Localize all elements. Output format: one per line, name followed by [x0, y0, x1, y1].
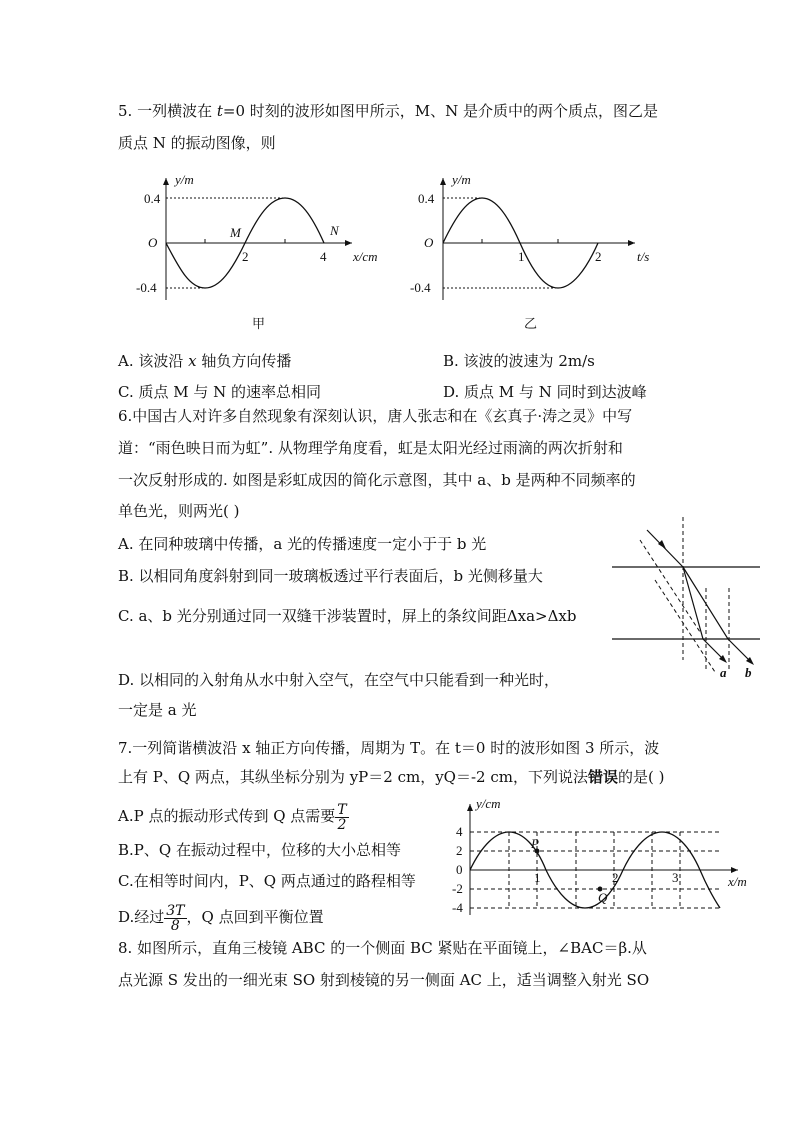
q7-xtick-2: 2 — [612, 870, 619, 885]
q8-line1: 8. 如图所示，直角三棱镜 ABC 的一个侧面 BC 紧贴在平面镜上，∠BAC＝β.从 — [118, 939, 647, 957]
q5a-ylabel: y/m — [175, 172, 194, 187]
q7-ytick-neg4: -4 — [452, 900, 463, 915]
q6-label-b: b — [745, 665, 752, 680]
q7-option-d-fraction: $\frac{3T}{8}$ — [166, 902, 185, 934]
q5-option-b: B. 该波的波速为 2m/s — [443, 352, 595, 370]
q5b-ytick-pos: 0.4 — [418, 191, 435, 206]
q5a-origin: O — [148, 235, 158, 250]
q5a-point-m: M — [230, 225, 241, 240]
q5a-xtick-2: 2 — [242, 249, 249, 264]
q5b-xtick-1: 1 — [518, 249, 525, 264]
q5a-ytick-pos: 0.4 — [144, 191, 161, 206]
q7-xlabel: x/m — [728, 874, 747, 889]
q7-option-c: C.在相等时间内，P、Q 两点通过的路程相等 — [118, 872, 416, 890]
q7-option-a: A.P 点的振动形式传到 Q 点需要 $\frac{T}{2}$ — [118, 801, 347, 833]
q7-ytick-2: 2 — [456, 843, 463, 858]
q5-line2: 质点 N 的振动图像，则 — [118, 134, 276, 152]
q8-line2: 点光源 S 发出的一细光束 SO 射到棱镜的另一侧面 AC 上，适当调整入射光 SO — [118, 971, 650, 989]
q6-option-b: B. 以相同角度斜射到同一玻璃板透过平行表面后，b 光侧移量大 — [118, 567, 543, 585]
q6-line3: 一次反射形成的. 如图是彩虹成因的简化示意图，其中 a、b 是两种不同频率的 — [118, 471, 636, 489]
q5a-xlabel: x/cm — [353, 249, 378, 264]
q5b-xlabel: t/s — [637, 249, 650, 264]
q5-line1: 5. 一列横波在 t=0 时刻的波形如图甲所示，M、N 是介质中的两个质点，图乙是 — [118, 102, 659, 120]
q6-option-d-1: D. 以相同的入射角从水中射入空气，在空气中只能看到一种光时， — [118, 671, 560, 689]
q7-line1: 7.一列简谐横波沿 x 轴正方向传播，周期为 T。在 t＝0 时的波形如图 3 所示，波 — [118, 739, 660, 757]
q5-option-c: C. 质点 M 与 N 的速率总相同 — [118, 383, 322, 401]
q6-option-a: A. 在同种玻璃中传播，a 光的传播速度一定小于于 b 光 — [118, 535, 487, 553]
q7-ytick-0: 0 — [456, 862, 463, 877]
q5b-caption: 乙 — [524, 316, 538, 331]
q7-xtick-3: 3 — [672, 870, 679, 885]
q7-point-p: P — [531, 836, 539, 851]
q7-option-a-fraction: $\frac{T}{2}$ — [337, 801, 347, 833]
q5-option-d: D. 质点 M 与 N 同时到达波峰 — [443, 383, 647, 401]
q5-option-a: A. 该波沿 x 轴负方向传播 — [118, 352, 292, 370]
q6-option-c: C. a、b 光分别通过同一双缝干涉装置时，屏上的条纹间距Δxa>Δxb — [118, 607, 577, 625]
q7-line2: 上有 P、Q 两点，其纵坐标分别为 yP＝2 cm，yQ＝-2 cm，下列说法错误的是( ) — [118, 768, 665, 786]
q5b-ytick-neg: -0.4 — [410, 280, 431, 295]
q5b-ylabel: y/m — [452, 172, 471, 187]
q5a-ytick-neg: -0.4 — [136, 280, 157, 295]
q7-option-b: B.P、Q 在振动过程中，位移的大小总相等 — [118, 841, 401, 859]
q6-label-a: a — [720, 665, 727, 680]
q7-ytick-4: 4 — [456, 824, 463, 839]
q6-line1: 6.中国古人对许多自然现象有深刻认识，唐人张志和在《玄真子·涛之灵》中写 — [118, 407, 633, 425]
q6-line2: 道：“雨色映日而为虹”. 从物理学角度看，虹是太阳光经过雨滴的两次折射和 — [118, 439, 623, 457]
q7-ylabel: y/cm — [476, 796, 501, 811]
q5a-point-n: N — [330, 223, 339, 238]
q5a-xtick-4: 4 — [320, 249, 327, 264]
q5b-origin: O — [424, 235, 434, 250]
q7-ytick-neg2: -2 — [452, 881, 463, 896]
q5b-xtick-2: 2 — [595, 249, 602, 264]
q7-xtick-1: 1 — [534, 870, 541, 885]
q6-option-d-2: 一定是 a 光 — [118, 701, 197, 719]
q5a-caption: 甲 — [252, 316, 266, 331]
q6-line4: 单色光，则两光( ) — [118, 502, 240, 520]
q7-option-d: D.经过 $\frac{3T}{8}$ ，Q 点回到平衡位置 — [118, 902, 324, 934]
q7-point-q: Q — [598, 890, 608, 905]
